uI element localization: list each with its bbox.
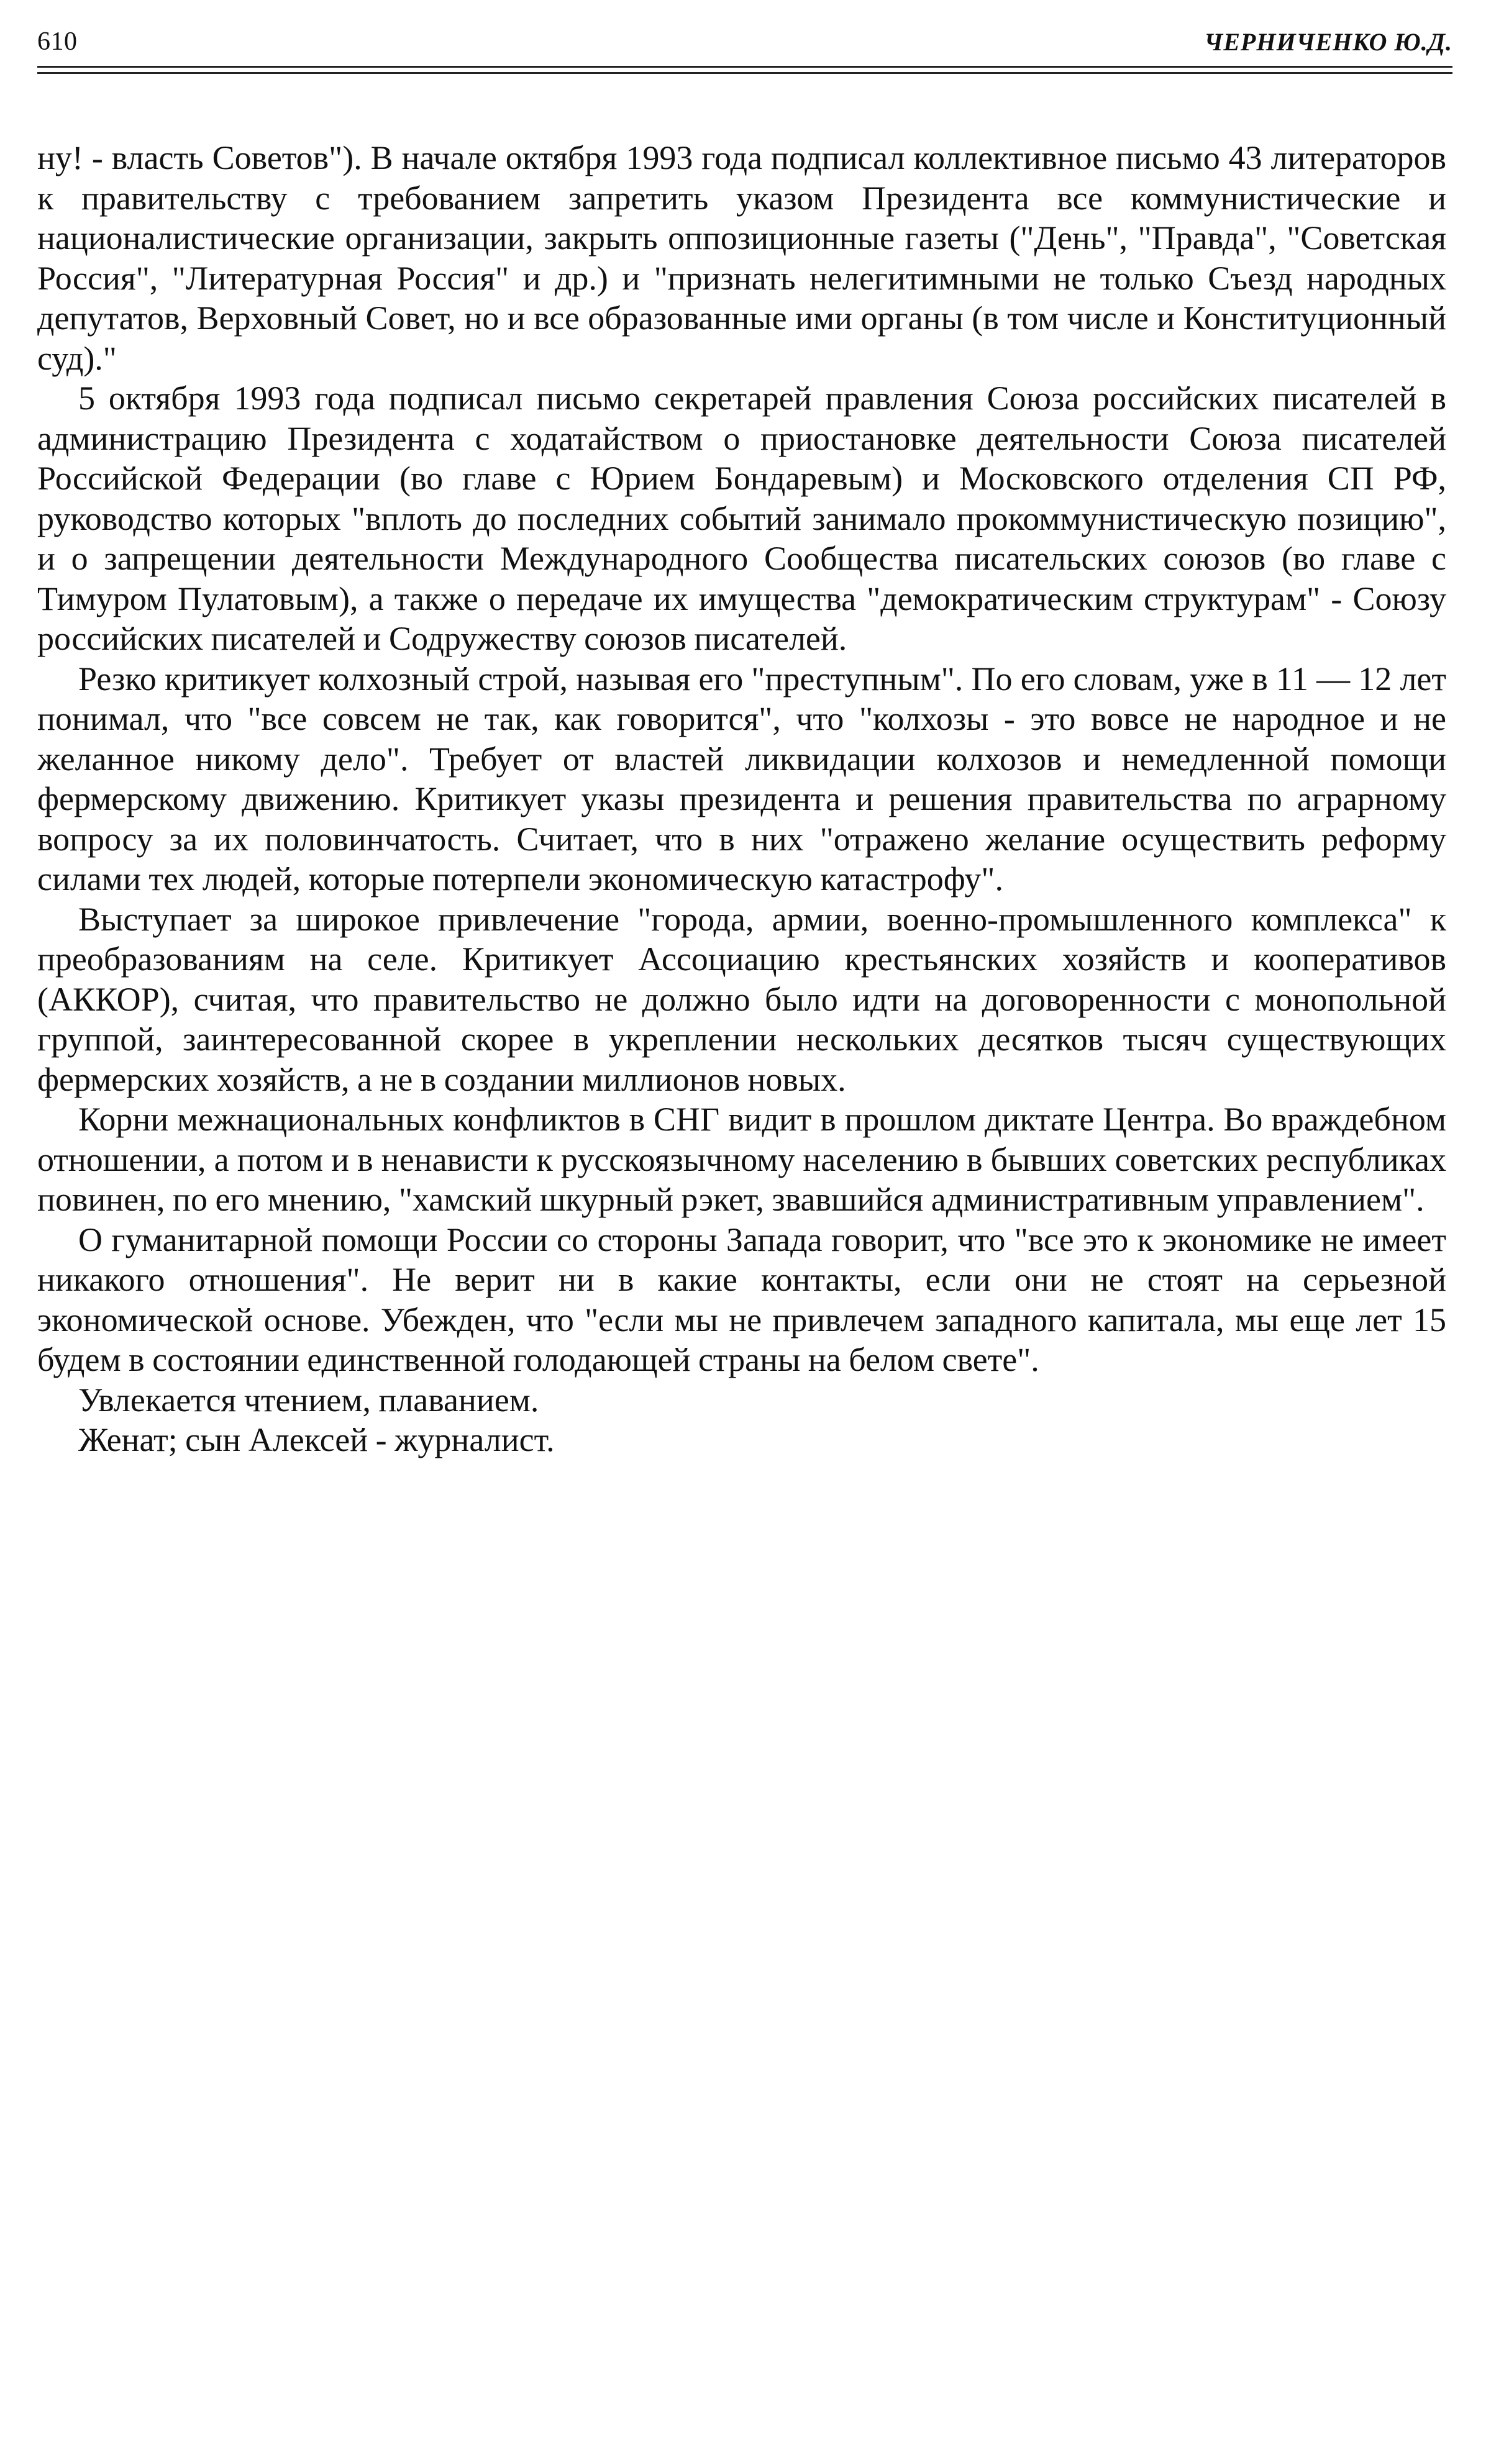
page-number: 610	[37, 27, 78, 56]
running-head-author: ЧЕРНИЧЕНКО Ю.Д.	[1204, 28, 1452, 56]
header-rule-bottom	[37, 72, 1452, 74]
paragraph-hobbies: Увлекается чтением, плаванием.	[78, 1381, 539, 1419]
header-rule-top	[37, 66, 1452, 68]
paragraph-collective-farms: Резко критикует колхозный строй, называя его "преступным". По его словам, уже в 11 — 12 лет понимал, что "все совсем не так, как говорится", что "колхозы - это вовсе не народное и не желанное никому дело". Требует от властей ликвидации колхозов и немедленной помощи фермерскому движению. Критикует указы президента и решения правительства по аграрному вопросу за их половинчатость. Считает, что в них "отражено желание осуществить реформу силами тех людей, которые потерпели экономическую катастрофу".	[37, 660, 1446, 898]
paragraph-writers-union-letter: 5 октября 1993 года подписал письмо секретарей правления Союза российских писателей в администрацию Президента с ходатайством о приостановке деятельности Союза писателей Российской Федерации (во главе с Юрием Бондаревым) и Московского отделения СП РФ, руководство которых "вплоть до последних событий занимало прокоммунистическую позицию", и о запрещении деятельности Международного Сообщества писательских союзов (во главе с Тимуром Пулатовым), а также о передаче их имущества "демократическим структурам" - Союзу российских писателей и Содружеству союзов писателей.	[37, 380, 1446, 657]
paragraph-continued: ну! - власть Советов"). В начале октября 1993 года подписал коллективное письмо 43 литераторов к правительству с требованием запретить указом Президента все коммунистические и националистические организации, закрыть оппозиционные газеты ("День", "Правда", "Советская Россия", "Литературная Россия" и др.) и "признать нелегитимными не только Съезд народных депутатов, Верховный Совет, но и все образованные ими органы (в том числе и Конституционный суд)."	[37, 139, 1446, 377]
running-header	[37, 17, 1452, 55]
paragraph-ethnic-conflicts: Корни межнациональных конфликтов в СНГ видит в прошлом диктате Центра. Во враждебном отношении, а потом и в ненависти к русскоязычному населению в бывших советских республиках повинен, по его мнению, "хамский шкурный рэкет, звавшийся административным управлением".	[37, 1101, 1446, 1218]
paragraph-western-aid: О гуманитарной помощи России со стороны Запада говорит, что "все это к экономике не имеет никакого отношения". Не верит ни в какие контакты, если они не стоят на серьезной экономической основе. Убежден, что "если мы не привлечем западного капитала, мы еще лет 15 будем в состоянии единственной голодающей страны на белом свете".	[37, 1221, 1446, 1378]
article-body	[37, 138, 1446, 1460]
paragraph-family: Женат; сын Алексей - журналист.	[78, 1421, 555, 1458]
paragraph-rural-reform: Выступает за широкое привлечение "города, армии, военно-промышленного комплекса" к преобразованиям на селе. Критикует Ассоциацию крестьянских хозяйств и кооперативов (АККОР), считая, что правительство не должно было идти на договоренности с монопольной группой, заинтересованной скорее в укреплении нескольких десятков тысяч существующих фермерских хозяйств, а не в создании миллионов новых.	[37, 900, 1446, 1098]
